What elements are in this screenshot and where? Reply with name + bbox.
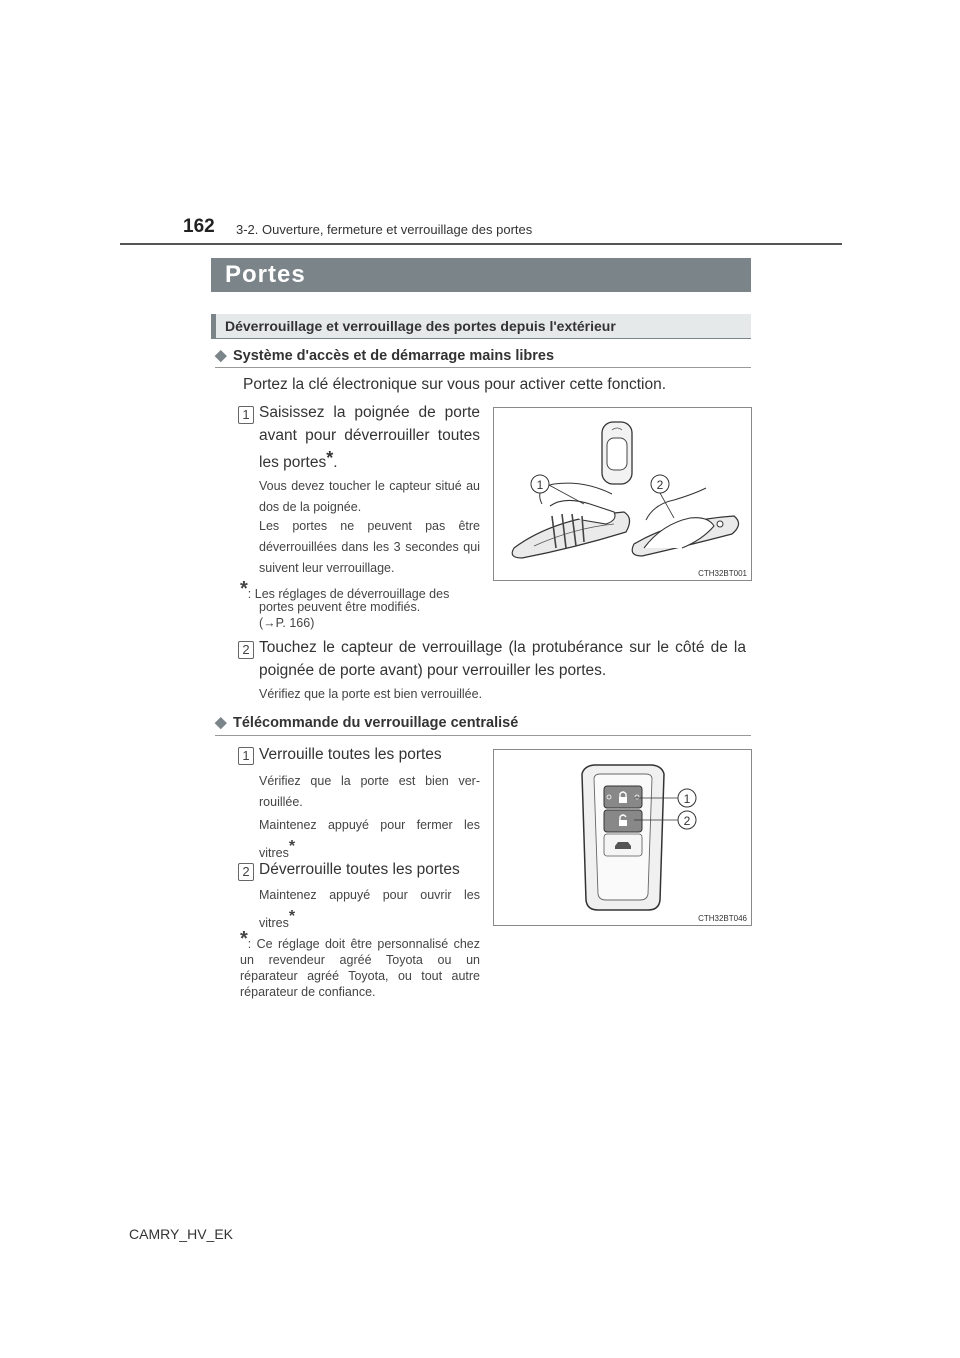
remote-key-illustration	[494, 750, 751, 925]
page-title: Portes	[225, 261, 306, 288]
step-1-text	[259, 401, 480, 474]
step-1-period: .	[333, 454, 338, 471]
remote-item-2-text: Déverrouille toutes les portes	[259, 861, 460, 878]
callout-2-label: 2	[683, 814, 691, 828]
figure-code: CTH32BT046	[698, 914, 747, 923]
remote-item-2-note-text: Maintenez appuyé pour ouvrir les vitres	[259, 888, 480, 930]
footnote-ref: (→P. 166)	[259, 616, 315, 630]
step-2-number: 2	[238, 641, 254, 659]
page-number: 162	[183, 216, 215, 237]
key-fob-icon	[602, 422, 632, 484]
smart-intro: Portez la clé électronique sur vous pour activer cette fonction.	[243, 376, 667, 393]
footnote-line-2: portes peuvent être modifiés.	[259, 600, 421, 614]
smart-heading	[215, 346, 554, 364]
callout-1	[531, 475, 584, 504]
asterisk-mark: *	[288, 908, 296, 925]
step-1-note-1: Vous devez toucher le capteur situé au dos de la poignée.	[259, 479, 480, 514]
header-divider	[120, 243, 842, 245]
step-1-body: Saisissez la poignée de porte avant pour déverrouiller toutes les portes	[259, 404, 480, 471]
key-fob-icon	[582, 765, 664, 910]
asterisk-mark: *	[288, 838, 296, 855]
step-1-note-2: Les portes ne peuvent pas être déverrouillées dans les 3 secondes qui suivent leur verrouillage.	[259, 519, 480, 575]
handle-left-icon	[512, 483, 629, 558]
remote-footnote-text: : Ce réglage doit être personnalisé chez un revendeur agréé Toyota ou un réparateur agréé Toyota, ou tout autre réparateur de confiance.	[240, 937, 480, 999]
remote-item-1-note-2	[259, 815, 480, 864]
step-2-note: Vérifiez que la porte est bien verrouillée.	[259, 687, 483, 701]
callout-1-label: 1	[536, 478, 544, 492]
callout-1-label: 1	[683, 792, 691, 806]
remote-item-2-number: 2	[238, 863, 254, 881]
remote-item-2-note	[259, 885, 480, 934]
remote-item-1-number: 1	[238, 747, 254, 765]
smart-heading-text: Système d'accès et de démarrage mains libres	[233, 348, 555, 364]
subsection-bar	[211, 314, 751, 339]
document-footer: CAMRY_HV_EK	[129, 1226, 234, 1242]
remote-key-figure	[493, 749, 752, 926]
handle-right-icon	[632, 488, 738, 556]
heading-rule	[215, 367, 751, 368]
door-handle-illustration	[494, 408, 751, 580]
step-2-text: Touchez le capteur de verrouillage (la protubérance sur le côté de la poignée de porte avant) pour verrouiller les portes.	[259, 639, 746, 679]
remote-footnote	[240, 928, 480, 1000]
callout-2	[651, 475, 674, 518]
diamond-icon: ◆	[215, 347, 227, 364]
footnote-asterisk: *	[240, 928, 248, 950]
remote-item-1-note-1: Vérifiez que la porte est bien ver-rouillée.	[259, 774, 480, 809]
diamond-icon: ◆	[215, 714, 227, 731]
section-title: 3-2. Ouverture, fermeture et verrouillage des portes	[236, 222, 533, 237]
footnote-line-1: : Les réglages de déverrouillage des	[247, 587, 450, 601]
footnote-asterisk: *	[240, 578, 248, 600]
callout-2-label: 2	[656, 478, 664, 492]
trunk-icon	[615, 842, 631, 849]
remote-heading	[215, 713, 518, 731]
subsection-title: Déverrouillage et verrouillage des portes depuis l'extérieur	[225, 318, 616, 334]
step-1-number: 1	[238, 406, 254, 424]
heading-rule	[215, 735, 751, 736]
remote-item-1-note-2-text: Maintenez appuyé pour fermer les vitres	[259, 818, 480, 860]
door-handle-figure	[493, 407, 752, 581]
figure-code: CTH32BT001	[698, 569, 747, 578]
page-title-bar	[211, 258, 751, 292]
asterisk-mark: *	[326, 448, 334, 468]
remote-item-1-text: Verrouille toutes les portes	[259, 746, 442, 763]
subsection-accent	[211, 314, 216, 338]
remote-heading-text: Télécommande du verrouillage centralisé	[233, 715, 519, 731]
